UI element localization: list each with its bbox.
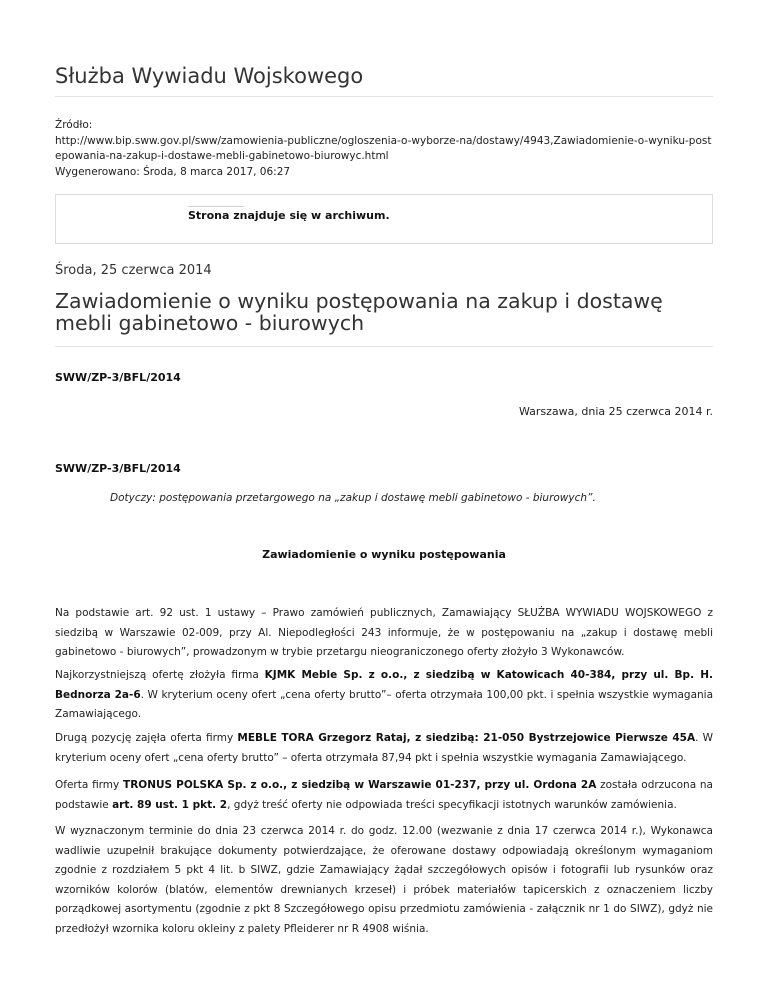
publication-date: Środa, 25 czerwca 2014 (55, 263, 212, 278)
source-url[interactable]: http://www.bip.sww.gov.pl/sww/zamowienia-publiczne/ogloszenia-o-wyborze-na/dostawy/4943,Zawiadomienie-o-wyniku-postepowania-na-zakup-i-dostawe-mebli-gabinetowo-biurowyc.html (55, 134, 712, 162)
paragraph-intro: Na podstawie art. 92 ust. 1 ustawy – Prawo zamówień publicznych, Zamawiający SŁUŻBA WYWIADU WOJSKOWEGO z siedzibą w Warszawie 02-009, przy Al. Niepodległości 243 informuje, że w postępowaniu na „zakup i dostawę mebli gabinetowo - biurowych”, prowadzonym w trybie przetargu nieograniczonego oferty złożyło 3 Wykonawców. (55, 607, 713, 658)
title-divider (55, 346, 713, 347)
legal-basis: art. 89 ust. 1 pkt. 2 (112, 798, 228, 811)
source-label: Źródło: (55, 119, 93, 131)
paragraph-rejected-offer (55, 776, 713, 815)
text-run: została odrzucona na podstawie (55, 779, 713, 811)
site-title: Służba Wywiadu Wojskowego (55, 64, 364, 88)
article-title: Zawiadomienie o wyniku postępowania na zakup i dostawę mebli gabinetowo - biurowych (55, 289, 663, 335)
subject-line: Dotyczy: postępowania przetargowego na „zakup i dostawę mebli gabinetowo - biurowych”. (110, 492, 596, 504)
company-tronus: TRONUS POLSKA Sp. z o.o., z siedzibą w Warszawie 01-237, przy ul. Ordona 2A (123, 779, 597, 791)
text-run: , gdyż treść oferty nie odpowiada treści specyfikacji istotnych warunków zamówienia. (227, 798, 677, 811)
paragraph-justification: W wyznaczonym terminie do dnia 23 czerwca 2014 r. do godz. 12.00 (wezwanie z dnia 17 czerwca 2014 r.), Wykonawca wadliwie uzupełnił brakujące dokumenty potwierdzające, że oferowane dostawy odpowiadają określonym wymaganiom zgodnie z rozdziałem 5 pkt 4 lit. b SIWZ, gdzie Zamawiający żądał szczegółowych opisów i fotografii lub rysunków oraz wzorników kolorów (blatów, elementów drewnianych krzeseł) i próbek materiałów tapicerskich z oznaczeniem liczby porządkowej asortymentu (zgodnie z pkt 8 Szczegółowego opisu przedmiotu zamówienia - załącznik nr 1 do SIWZ), gdyż nie przedłożył wzornika koloru okleiny z palety Pfleiderer nr R 4908 wiśnia. (55, 825, 713, 935)
reference-number: SWW/ZP-3/BFL/2014 (55, 371, 181, 384)
source-info (55, 118, 715, 180)
text-run: Oferta firmy (55, 779, 124, 791)
text-run: . W kryterium oceny ofert „cena oferty brutto” – oferta otrzymała 87,94 pkt i spełnia wszystkie wymagania Zamawiającego. (55, 732, 713, 764)
archive-notice-text: Strona znajduje się w archiwum. (188, 209, 390, 222)
archive-notice-box (55, 194, 713, 244)
header-divider (55, 96, 713, 97)
generated-timestamp: Wygenerowano: Środa, 8 marca 2017, 06:27 (55, 165, 291, 178)
place-date: Warszawa, dnia 25 czerwca 2014 r. (518, 405, 713, 418)
company-kjmk: KJMK Meble Sp. z o.o., z siedzibą w Katowicach 40-384, przy ul. Bp. H. Bednorza 2a-6 (55, 669, 713, 701)
paragraph-second-offer (55, 729, 713, 768)
text-run: Drugą pozycję zajęła oferta firmy (55, 732, 238, 744)
text-run: . W kryterium oceny ofert „cena oferty brutto”– oferta otrzymała 100,00 pkt. i spełnia wszystkie wymagania Zamawiającego. (55, 688, 714, 720)
text-run: Najkorzystniejszą ofertę złożyła firma (55, 669, 265, 681)
notice-heading: Zawiadomienie o wyniku postępowania (262, 548, 506, 561)
company-meble-tora: MEBLE TORA Grzegorz Rataj, z siedzibą: 21-050 Bystrzejowice Pierwsze 45A (237, 732, 696, 744)
archive-notice-line (188, 206, 244, 207)
reference-number-body: SWW/ZP-3/BFL/2014 (55, 462, 181, 475)
paragraph-best-offer (55, 666, 713, 725)
